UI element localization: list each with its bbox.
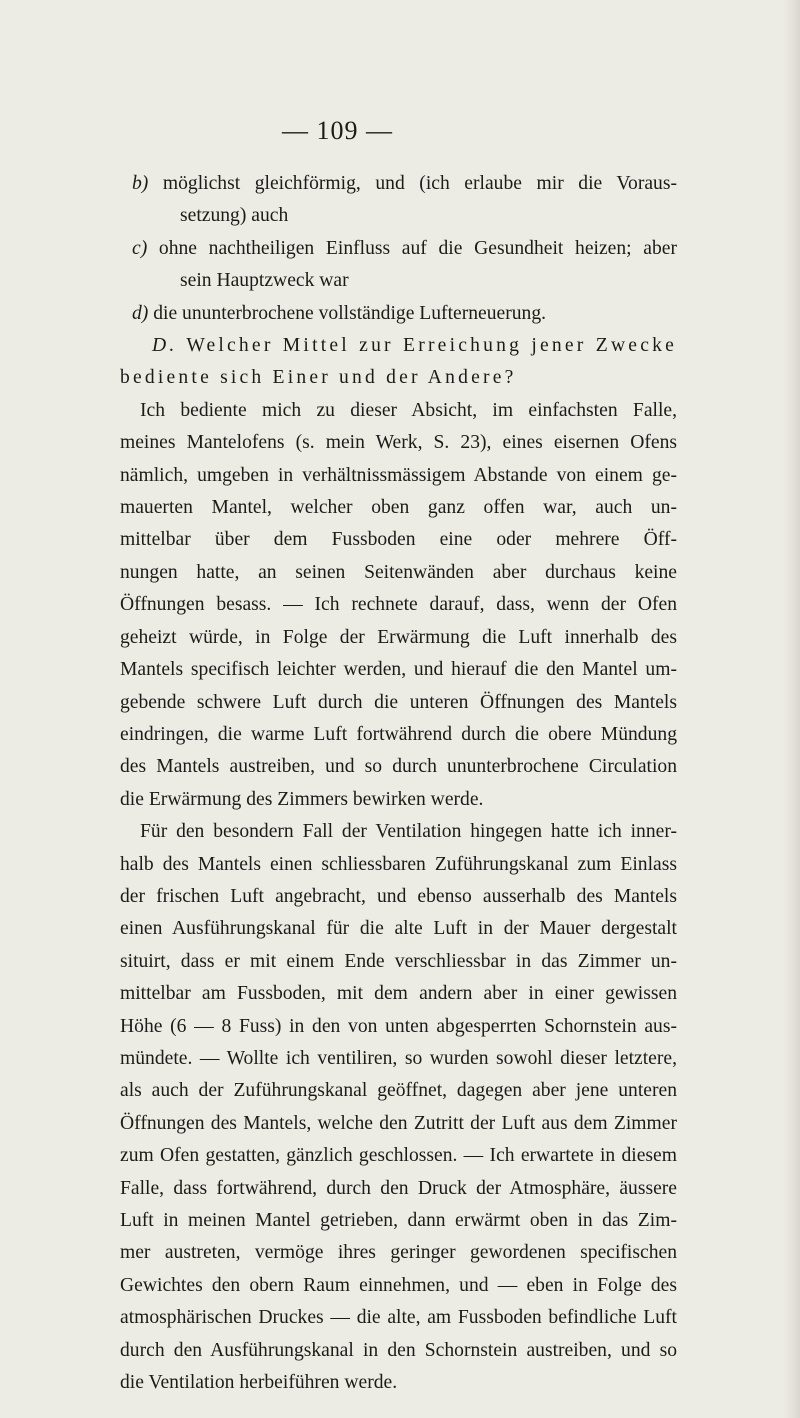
text-line: Höhe (6 — 8 Fuss) in den von unten abgesperrten Schornstein aus- (120, 1015, 677, 1037)
text-line: der frischen Luft angebracht, und ebenso ausserhalb des Mantels (120, 885, 677, 907)
text-line: die Ventilation herbeiführen werde. (120, 1372, 398, 1394)
text-line: Öffnungen des Mantels, welche den Zutritt der Luft aus dem Zimmer (120, 1112, 677, 1134)
text-line: eindringen, die warme Luft fortwährend durch die obere Mündung (120, 723, 677, 745)
text-line: Öffnungen besass. — Ich rechnete darauf, dass, wenn der Ofen (120, 594, 677, 616)
text-line: einen Ausführungskanal für die alte Luft in der Mauer dergestalt (120, 918, 677, 940)
list-marker: D. (152, 335, 178, 357)
text-line: geheizt würde, in Folge der Erwärmung die Luft innerhalb des (120, 626, 677, 648)
text-line: zum Ofen gestatten, gänzlich geschlossen. — Ich erwartete in diesem (120, 1145, 677, 1167)
text-line: Ich bediente mich zu dieser Absicht, im einfachsten Falle, (140, 399, 677, 421)
text-line: halb des Mantels einen schliessbaren Zuführungskanal zum Einlass (120, 853, 677, 875)
page-edge-shadow (784, 0, 800, 1418)
list-marker: c) (132, 237, 148, 259)
text-line: nämlich, umgeben in verhältnissmässigem Abstande von einem ge- (120, 464, 677, 486)
text-line: mittelbar am Fussboden, mit dem andern aber in einer gewissen (120, 983, 677, 1005)
list-marker: d) (132, 302, 149, 324)
text-line: d) die ununterbrochene vollständige Lufterneuerung. (132, 302, 547, 324)
text-line: Mantels specifisch leichter werden, und hierauf die den Mantel um- (120, 659, 677, 681)
text-line: b) möglichst gleichförmig, und (ich erlaube mir die Voraus- (132, 173, 677, 194)
text-line: c) ohne nachtheiligen Einfluss auf die Gesundheit heizen; aber (132, 237, 677, 259)
text-line: meines Mantelofens (s. mein Werk, S. 23), eines eisernen Ofens (120, 432, 677, 454)
text-line: gebende schwere Luft durch die unteren Öffnungen des Mantels (120, 691, 677, 713)
body-text (120, 168, 677, 1399)
text-line: mer austreten, vermöge ihres geringer gewordenen specifischen (120, 1242, 677, 1264)
text-line: situirt, dass er mit einem Ende verschliessbar in das Zimmer un- (120, 950, 677, 972)
text-line: als auch der Zuführungskanal geöffnet, dagegen aber jene unteren (120, 1080, 677, 1102)
text-line: sein Hauptzweck war (180, 270, 349, 292)
text-line: mauerten Mantel, welcher oben ganz offen war, auch un- (120, 497, 677, 519)
text-line: atmosphärischen Druckes — die alte, am Fussboden befindliche Luft (120, 1307, 677, 1329)
text-line: Gewichtes den obern Raum einnehmen, und — eben in Folge des (120, 1274, 677, 1296)
text-line: durch den Ausführungskanal in den Schornstein austreiben, und so (120, 1339, 677, 1361)
list-marker: b) (132, 173, 149, 194)
text-line: Für den besondern Fall der Ventilation hingegen hatte ich inner- (140, 821, 677, 843)
page-number: — 109 — (282, 116, 393, 145)
text-line: Falle, dass fortwährend, durch den Druck der Atmosphäre, äussere (120, 1177, 677, 1199)
section-heading-line: bediente sich Einer und der Andere? (120, 367, 517, 389)
text-line: des Mantels austreiben, und so durch ununterbrochene Circulation (120, 756, 677, 778)
text-line: Luft in meinen Mantel getrieben, dann erwärmt oben in das Zim- (120, 1210, 677, 1231)
text-line: mittelbar über dem Fussboden eine oder mehrere Öff- (120, 529, 677, 551)
text-line: nungen hatte, an seinen Seitenwänden aber durchaus keine (120, 561, 677, 583)
text-line: mündete. — Wollte ich ventiliren, so wurden sowohl dieser letztere, (120, 1047, 677, 1069)
section-heading-line: D. Welcher Mittel zur Erreichung jener Zwecke (152, 335, 677, 357)
text-line: setzung) auch (180, 205, 289, 227)
text-line: die Erwärmung des Zimmers bewirken werde. (120, 788, 484, 810)
